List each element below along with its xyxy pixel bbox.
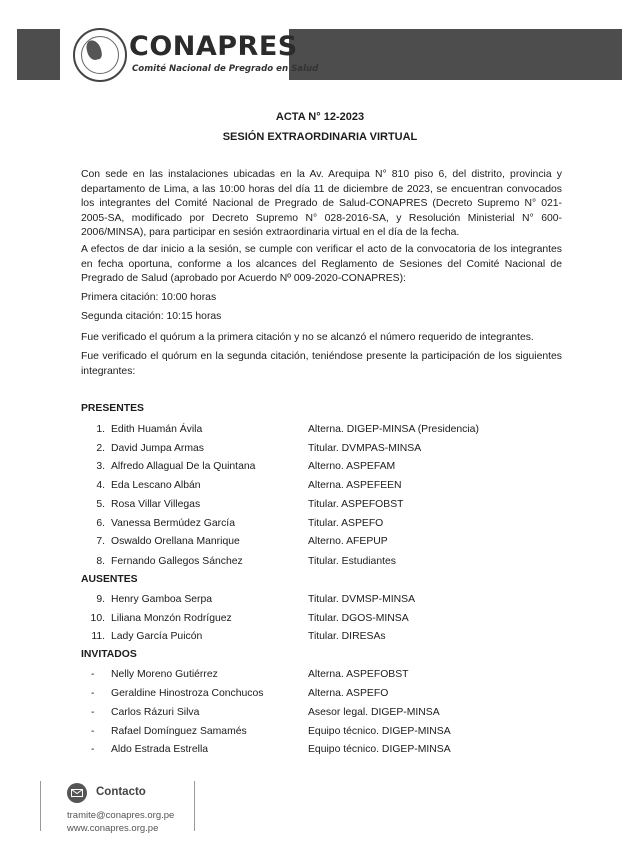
paragraph-quorum-second: Fue verificado el quórum en la segunda citación, teniéndose presente la participación de los siguientes integrantes: — [81, 351, 562, 377]
attendee-name: David Jumpa Armas — [111, 443, 204, 454]
guest-row — [81, 669, 562, 684]
paragraph-convocatoria: A efectos de dar inicio a la sesión, se cumple con verificar el acto de la convocatoria de los integrantes en fecha oportuna, conforme a los alcances del Reglamento de Sesiones del Comité Nacional de Pregrado de Salud (aprobado por Acuerdo Nº 009-2020-CONAPRES): — [81, 244, 562, 284]
attendee-row — [81, 499, 562, 514]
bullet-dash: - — [91, 707, 95, 718]
section-invitados: INVITADOS — [81, 649, 137, 660]
guest-role: Alterna. ASPEFOBST — [308, 669, 409, 680]
attendee-role: Titular. ASPEFOBST — [308, 499, 404, 510]
attendee-role: Alterno. AFEPUP — [308, 536, 388, 547]
attendee-name: Fernando Gallegos Sánchez — [111, 556, 243, 567]
guest-row — [81, 688, 562, 703]
guest-name: Rafael Domínguez Samamés — [111, 726, 247, 737]
attendee-role: Alterna. ASPEFEEN — [308, 480, 402, 491]
contact-email[interactable]: tramite@conapres.org.pe — [67, 810, 175, 821]
document-subtitle: SESIÓN EXTRAORDINARIA VIRTUAL — [222, 131, 418, 143]
attendee-name: Oswaldo Orellana Manrique — [111, 536, 240, 547]
absentee-role: Titular. DGOS-MINSA — [308, 613, 409, 624]
guest-name: Nelly Moreno Gutiérrez — [111, 669, 218, 680]
document-title: ACTA N° 12-2023 — [275, 111, 365, 123]
attendee-role: Titular. ASPEFO — [308, 518, 384, 529]
absentee-row — [81, 613, 562, 628]
mail-icon — [67, 783, 87, 803]
absentee-name: Henry Gamboa Serpa — [111, 594, 213, 605]
row-number: 7. — [96, 536, 105, 547]
attendee-row — [81, 461, 562, 476]
absentee-row — [81, 631, 562, 646]
contact-website[interactable]: www.conapres.org.pe — [67, 823, 159, 834]
guest-row — [81, 707, 562, 722]
guest-role: Equipo técnico. DIGEP-MINSA — [308, 726, 451, 737]
brand-name: CONAPRES — [129, 31, 298, 62]
row-number: 11. — [91, 631, 105, 642]
header-bar-left — [17, 29, 60, 80]
absentee-name: Liliana Monzón Rodríguez — [111, 613, 232, 624]
guest-role: Asesor legal. DIGEP-MINSA — [308, 707, 440, 718]
row-number: 9. — [96, 594, 105, 605]
paragraph-quorum-first: Fue verificado el quórum a la primera citación y no se alcanzó el número requerido de integrantes. — [81, 332, 534, 343]
footer-divider-right — [194, 781, 195, 831]
guest-role: Equipo técnico. DIGEP-MINSA — [308, 744, 451, 755]
attendee-row — [81, 536, 562, 551]
absentee-role: Titular. DIRESAs — [308, 631, 386, 642]
paragraph-second-call: Segunda citación: 10:15 horas — [81, 311, 222, 322]
row-number: 10. — [90, 613, 105, 624]
attendee-role: Alterno. ASPEFAM — [308, 461, 396, 472]
attendee-name: Rosa Villar Villegas — [111, 499, 201, 510]
attendee-name: Alfredo Allagual De la Quintana — [111, 461, 256, 472]
attendee-row — [81, 443, 562, 458]
footer-divider-left — [40, 781, 41, 831]
attendee-row — [81, 424, 562, 439]
guest-name: Geraldine Hinostroza Conchucos — [111, 688, 264, 699]
absentee-role: Titular. DVMSP-MINSA — [308, 594, 416, 605]
row-number: 3. — [96, 461, 105, 472]
paragraph-intro: Con sede en las instalaciones ubicadas en la Av. Arequipa N° 810 piso 6, del distrito, provincia y departamento de Lima, a las 10:00 horas del día 11 de diciembre de 2023, se encuentran convocados los integrantes del Comité Nacional de Pregrado de Salud-CONAPRES (Decreto Supremo N° 021-2005-SA, modificado por Decreto Supremo N° 028-2016-SA, y Resolución Ministerial N° 600-2006/MINSA), para participar en sesión extraordinaria virtual en el día de la fecha. — [81, 169, 562, 238]
attendee-name: Eda Lescano Albán — [111, 480, 201, 491]
bullet-dash: - — [91, 688, 95, 699]
guest-row — [81, 726, 562, 741]
attendee-name: Vanessa Bermúdez García — [111, 518, 235, 529]
attendee-role: Alterna. DIGEP-MINSA (Presidencia) — [308, 424, 479, 435]
row-number: 5. — [96, 499, 105, 510]
guest-role: Alterna. ASPEFO — [308, 688, 389, 699]
attendee-row — [81, 556, 562, 571]
contact-label: Contacto — [96, 786, 146, 798]
row-number: 4. — [96, 480, 105, 491]
section-presentes: PRESENTES — [81, 403, 144, 414]
paragraph-first-call: Primera citación: 10:00 horas — [81, 292, 217, 303]
header-bar-right — [289, 29, 622, 80]
absentee-name: Lady García Puicón — [111, 631, 203, 642]
guest-row — [81, 744, 562, 759]
attendee-row — [81, 518, 562, 533]
guest-name: Aldo Estrada Estrella — [111, 744, 209, 755]
conapres-seal-logo — [73, 28, 127, 82]
guest-name: Carlos Rázuri Silva — [111, 707, 200, 718]
row-number: 6. — [96, 518, 105, 529]
row-number: 2. — [96, 443, 105, 454]
bullet-dash: - — [91, 744, 95, 755]
row-number: 8. — [96, 556, 105, 567]
brand-subtitle: Comité Nacional de Pregrado en Salud — [132, 64, 319, 74]
bullet-dash: - — [91, 669, 95, 680]
absentee-row — [81, 594, 562, 609]
attendee-role: Titular. Estudiantes — [308, 556, 396, 567]
section-ausentes: AUSENTES — [81, 574, 138, 585]
attendee-row — [81, 480, 562, 495]
bullet-dash: - — [91, 726, 95, 737]
attendee-role: Titular. DVMPAS-MINSA — [308, 443, 422, 454]
row-number: 1. — [96, 424, 105, 435]
attendee-name: Edith Huamán Ávila — [111, 424, 203, 435]
